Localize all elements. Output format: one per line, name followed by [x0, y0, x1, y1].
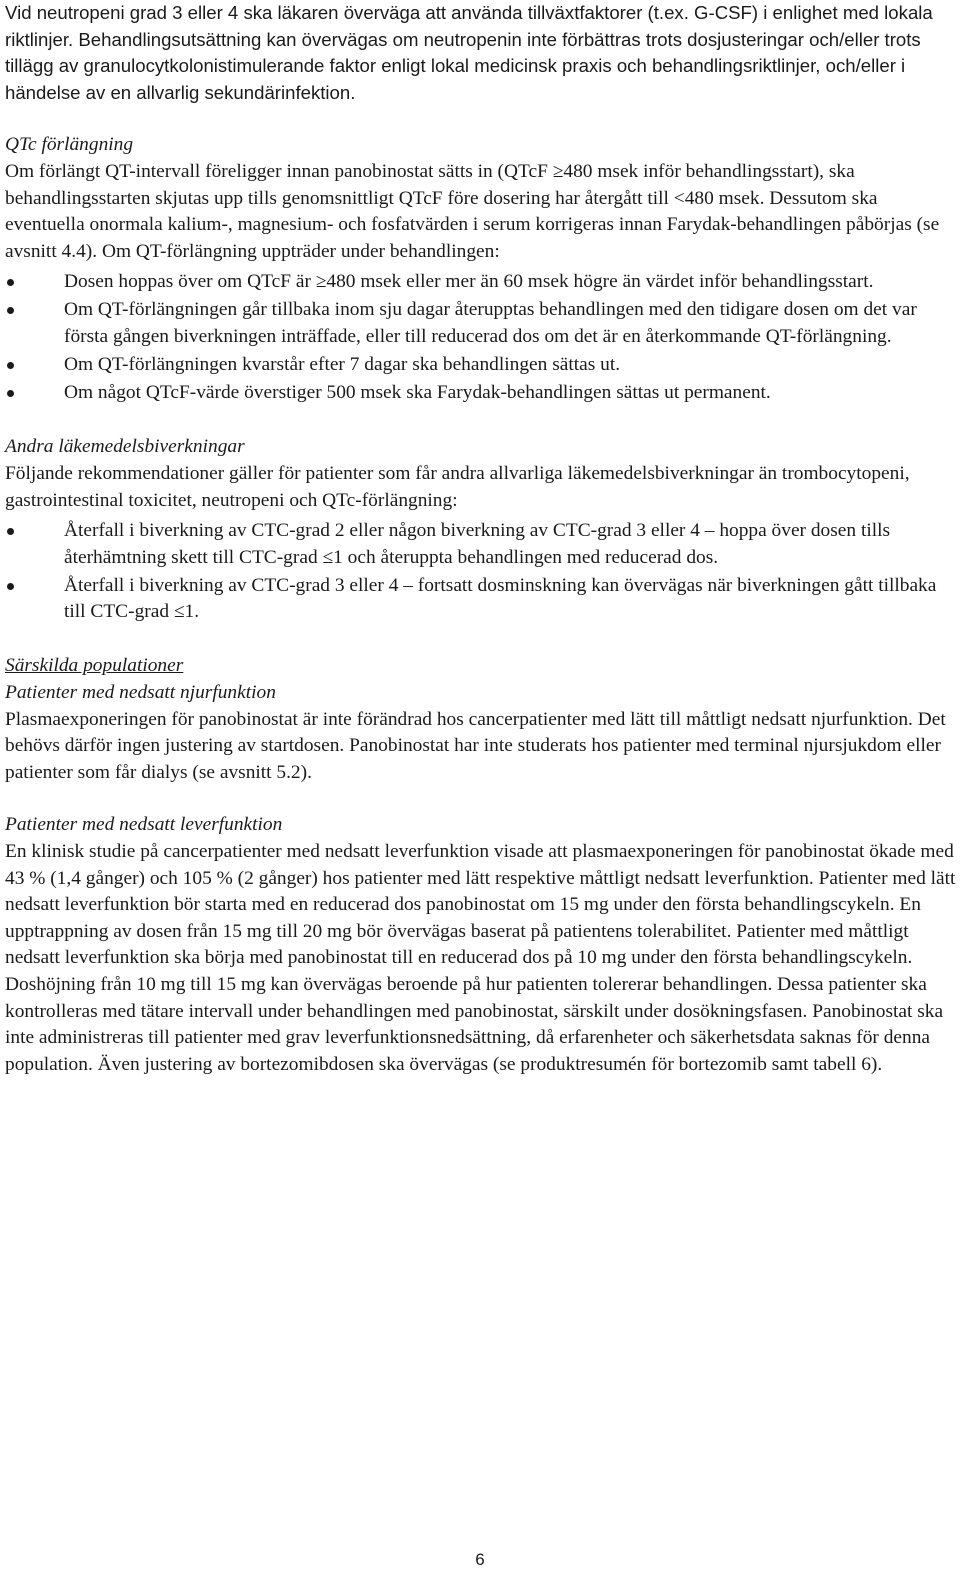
bullet-icon — [7, 528, 14, 535]
intro-paragraph: Vid neutropeni grad 3 eller 4 ska läkaren överväga att använda tillväxtfaktorer (t.ex. G-CSF) i enlighet med lokala riktlinjer. Behandlingsutsättning kan övervägas om neutropenin inte förbättras trots dosjusteringar och/eller trots tillägg av granulocytkolonistimulerande faktor enligt lokal medicinsk praxis och behandlingsriktlinjer, och/eller i händelse av en allvarlig sekundärinfektion. — [5, 2, 933, 103]
spacer — [5, 106, 957, 132]
list-item — [5, 380, 957, 407]
page-number: 6 — [475, 1550, 485, 1569]
list-item-text: Återfall i biverkning av CTC-grad 2 eller någon biverkning av CTC-grad 3 eller 4 – hoppa över dosen tills återhämtning skett till CTC-grad ≤1 och återuppta behandlingen med reducerad dos. — [64, 520, 891, 568]
hepatic-paragraph: En klinisk studie på cancerpatienter med nedsatt leverfunktion visade att plasmaexponeringen för panobinostat ökade med 43 % (1,4 gånger) och 105 % (2 gånger) hos patienter med lätt respektive måttligt nedsatt leverfunktion. Patienter med lätt nedsatt leverfunktion bör starta med en reducerad dos panobinostat om 15 mg under den första behandlingscykeln. En upptrappning av dosen från 15 mg till 20 mg bör övervägas baserat på patientens tolerabilitet. Patienter med måttligt nedsatt leverfunktion ska börja med panobinostat till en reducerad dos på 10 mg under den första behandlingscykeln. Doshöjning från 10 mg till 15 mg kan övervägas beroende på hur patienten tolererar behandlingen. Dessa patienter ska kontrolleras med tätare intervall under behandlingen med panobinostat, särskilt under dosökningsfasen. Panobinostat ska inte administreras till patienter med grav leverfunktionsnedsättning, då erfarenheter och säkerhetsdata saknas för denna population. Även justering av bortezomibdosen ska övervägas (se produktresumén för bortezomib samt tabell 6). — [5, 841, 956, 1075]
other-adverse-bullet-list — [5, 518, 957, 626]
list-item-text: Om QT-förlängningen kvarstår efter 7 dagar ska behandlingen sättas ut. — [64, 354, 621, 376]
other-adverse-paragraph: Följande rekommendationer gäller för patienter som får andra allvarliga läkemedelsbiverkningar än trombocytopeni, gastrointestinal toxicitet, neutropeni och QTc-förlängning: — [5, 462, 910, 511]
qtc-heading: QTc förlängning — [5, 134, 134, 156]
list-item-text: Återfall i biverkning av CTC-grad 3 eller 4 – fortsatt dosminskning kan övervägas när biverkningen gått tillbaka till CTC-grad ≤1. — [64, 574, 937, 623]
list-item-text: Om något QTcF-värde överstiger 500 msek ska Farydak-behandlingen sättas ut permanent. — [64, 382, 771, 404]
list-item — [5, 269, 957, 296]
renal-paragraph: Plasmaexponeringen för panobinostat är inte förändrad hos cancerpatienter med lätt till måttligt nedsatt njurfunktion. Det behövs därför ingen justering av startdosen. Panobinostat har inte studerats hos patienter med terminal njursjukdom eller patienter som får dialys (se avsnitt 5.2). — [5, 708, 946, 783]
bullet-icon — [7, 279, 14, 286]
bullet-icon — [7, 307, 14, 314]
list-item-text: Om QT-förlängningen går tillbaka inom sju dagar återupptas behandlingen med den tidigare dosen om det var första gången biverkningen inträffade, eller till reducerad dos om det är en återkommande QT-förlängning. — [64, 299, 917, 348]
list-item-text: Dosen hoppas över om QTcF är ≥480 msek eller mer än 60 msek högre än värdet inför behandlingsstart. — [64, 271, 874, 293]
spacer — [5, 786, 957, 812]
spacer — [5, 627, 957, 653]
qtc-paragraph: Om förlängt QT-intervall föreligger innan panobinostat sätts in (QTcF ≥480 msek inför behandlingsstart), ska behandlingsstarten skjutas upp tills genomsnittligt QTcF före dosering har återgått till <480 msek. Dessutom ska eventuella onormala kalium-, magnesium- och fosfatvärden i serum korrigeras innan Farydak-behandlingen påbörjas (se avsnitt 4.4). Om QT-förlängning uppträder under behandlingen: — [5, 160, 940, 262]
list-item — [5, 573, 957, 626]
qtc-bullet-list — [5, 269, 957, 406]
hepatic-heading: Patienter med nedsatt leverfunktion — [5, 814, 283, 836]
bullet-icon — [7, 583, 14, 590]
document-page — [5, 0, 957, 1078]
bullet-icon — [7, 362, 14, 369]
list-item — [5, 518, 957, 571]
renal-heading: Patienter med nedsatt njurfunktion — [5, 682, 276, 704]
list-item — [5, 352, 957, 379]
special-populations-heading: Särskilda populationer — [5, 655, 184, 677]
other-adverse-heading: Andra läkemedelsbiverkningar — [5, 436, 245, 458]
spacer — [5, 408, 957, 434]
bullet-icon — [7, 390, 14, 397]
list-item — [5, 297, 957, 350]
